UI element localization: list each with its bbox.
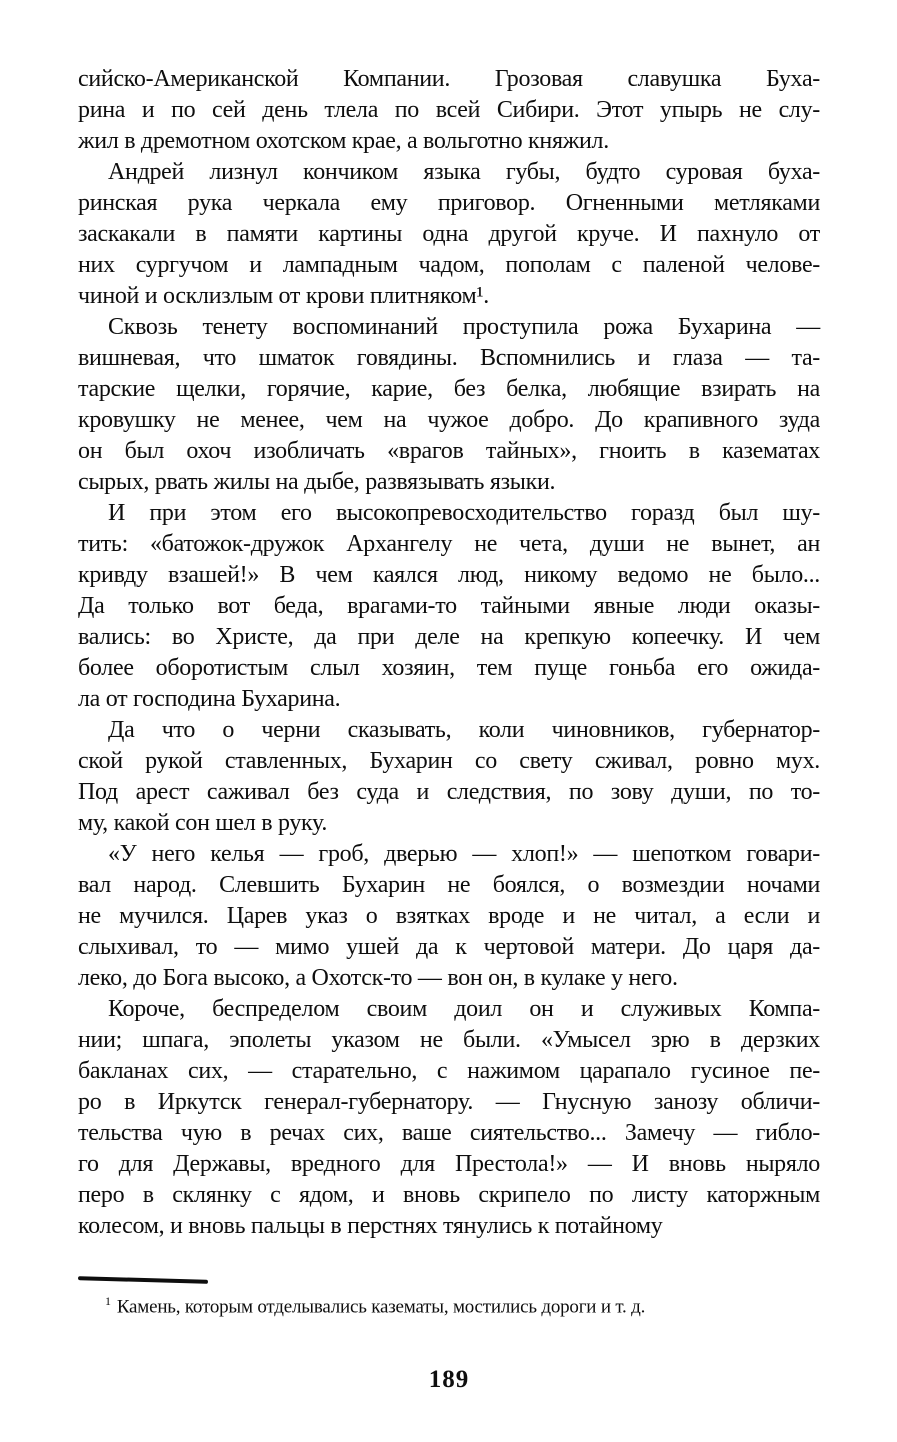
text-line: ской рукой ставленных, Бухарин со свету сживал, ровно мух. [78, 748, 820, 774]
text-line: чиной и осклизлым от крови плитняком¹. [78, 283, 489, 309]
text-line: Короче, беспределом своим доил он и служивых Компа- [108, 996, 820, 1022]
text-line: нии; шпага, эполеты указом не были. «Умысел зрю в дерзких [78, 1027, 820, 1053]
paragraph [78, 64, 820, 157]
footnote-marker: 1 [105, 1294, 111, 1308]
text-line: ринская рука черкала ему приговор. Огненными метляками [78, 190, 820, 216]
text-line: них сургучом и лампадным чадом, пополам с паленой челове- [78, 252, 820, 278]
text-line: он был охоч изобличать «врагов тайных», гноить в казематах [78, 438, 820, 464]
text-line: го для Державы, вредного для Престола!» — И вновь ныряло [78, 1151, 820, 1177]
paragraph [78, 715, 820, 839]
text-block [78, 64, 820, 1242]
text-line: му, какой сон шел в руку. [78, 810, 328, 836]
text-line: кривду взашей!» В чем каялся люд, никому ведомо не было... [78, 562, 820, 588]
text-line: Да только вот беда, врагами-то тайными явные люди оказы- [78, 593, 820, 619]
text-line: ла от господина Бухарина. [78, 686, 341, 712]
text-line: сырых, рвать жилы на дыбе, развязывать языки. [78, 469, 556, 495]
paragraph [78, 994, 820, 1242]
text-line: тарские щелки, горячие, карие, без белка, любящие взирать на [78, 376, 820, 402]
text-line: жил в дремотном охотском крае, а вольготно княжил. [78, 128, 609, 154]
text-line: слыхивал, то — мимо ушей да к чертовой матери. До царя да- [78, 934, 820, 960]
text-line: вались: во Христе, да при деле на крепкую копеечку. И чем [78, 624, 820, 650]
text-line: более оборотистым слыл хозяин, тем пуще гоньба его ожида- [78, 655, 820, 681]
text-line: леко, до Бога высоко, а Охотск-то — вон он, в кулаке у него. [78, 965, 678, 991]
text-line: вал народ. Слевшить Бухарин не боялся, о возмездии ночами [78, 872, 820, 898]
text-line: не мучился. Царев указ о взятках вроде и не читал, а если и [78, 903, 820, 929]
text-line: Да что о черни сказывать, коли чиновников, губернатор- [108, 717, 820, 743]
text-line: сийско-Американской Компании. Грозовая славушка Буха- [78, 66, 820, 92]
text-line: кровушку не менее, чем на чужое добро. До крапивного зуда [78, 407, 820, 433]
text-line: Под арест саживал без суда и следствия, по зову души, по то- [78, 779, 820, 805]
paragraph [78, 312, 820, 498]
footnote-text: Камень, которым отделывались казематы, мостились дороги и т. д. [116, 1296, 646, 1318]
text-line: бакланах сих, — старательно, с нажимом царапало гусиное пе- [78, 1058, 820, 1084]
text-line: рина и по сей день тлела по всей Сибири. Этот упырь не слу- [78, 97, 820, 123]
footnote-divider [78, 1276, 208, 1284]
page-number: 189 [428, 1366, 470, 1394]
text-line: Андрей лизнул кончиком языка губы, будто суровая буха- [108, 159, 820, 185]
text-line: вишневая, что шматок говядины. Вспомнились и глаза — та- [78, 345, 820, 371]
paragraph [78, 839, 820, 994]
footnote [78, 1288, 820, 1320]
text-line: тить: «батожок-дружок Архангелу не чета, души не вынет, ан [78, 531, 820, 557]
text-line: заскакали в памяти картины одна другой круче. И пахнуло от [78, 221, 820, 247]
text-line: перо в склянку с ядом, и вновь скрипело по листу каторжным [78, 1182, 820, 1208]
text-line: Сквозь тенету воспоминаний проступила рожа Бухарина — [108, 314, 820, 340]
text-line: колесом, и вновь пальцы в перстнях тянулись к потайному [78, 1213, 663, 1239]
text-line: тельства чую в речах сих, ваше сиятельство... Замечу — гибло- [78, 1120, 820, 1146]
text-line: И при этом его высокопревосходительство горазд был шу- [108, 500, 820, 526]
text-line: ро в Иркутск генерал-губернатору. — Гнусную занозу обличи- [78, 1089, 820, 1115]
text-line: «У него келья — гроб, дверью — хлоп!» — шепотком говари- [108, 841, 820, 867]
paragraph [78, 498, 820, 715]
paragraph [78, 157, 820, 312]
